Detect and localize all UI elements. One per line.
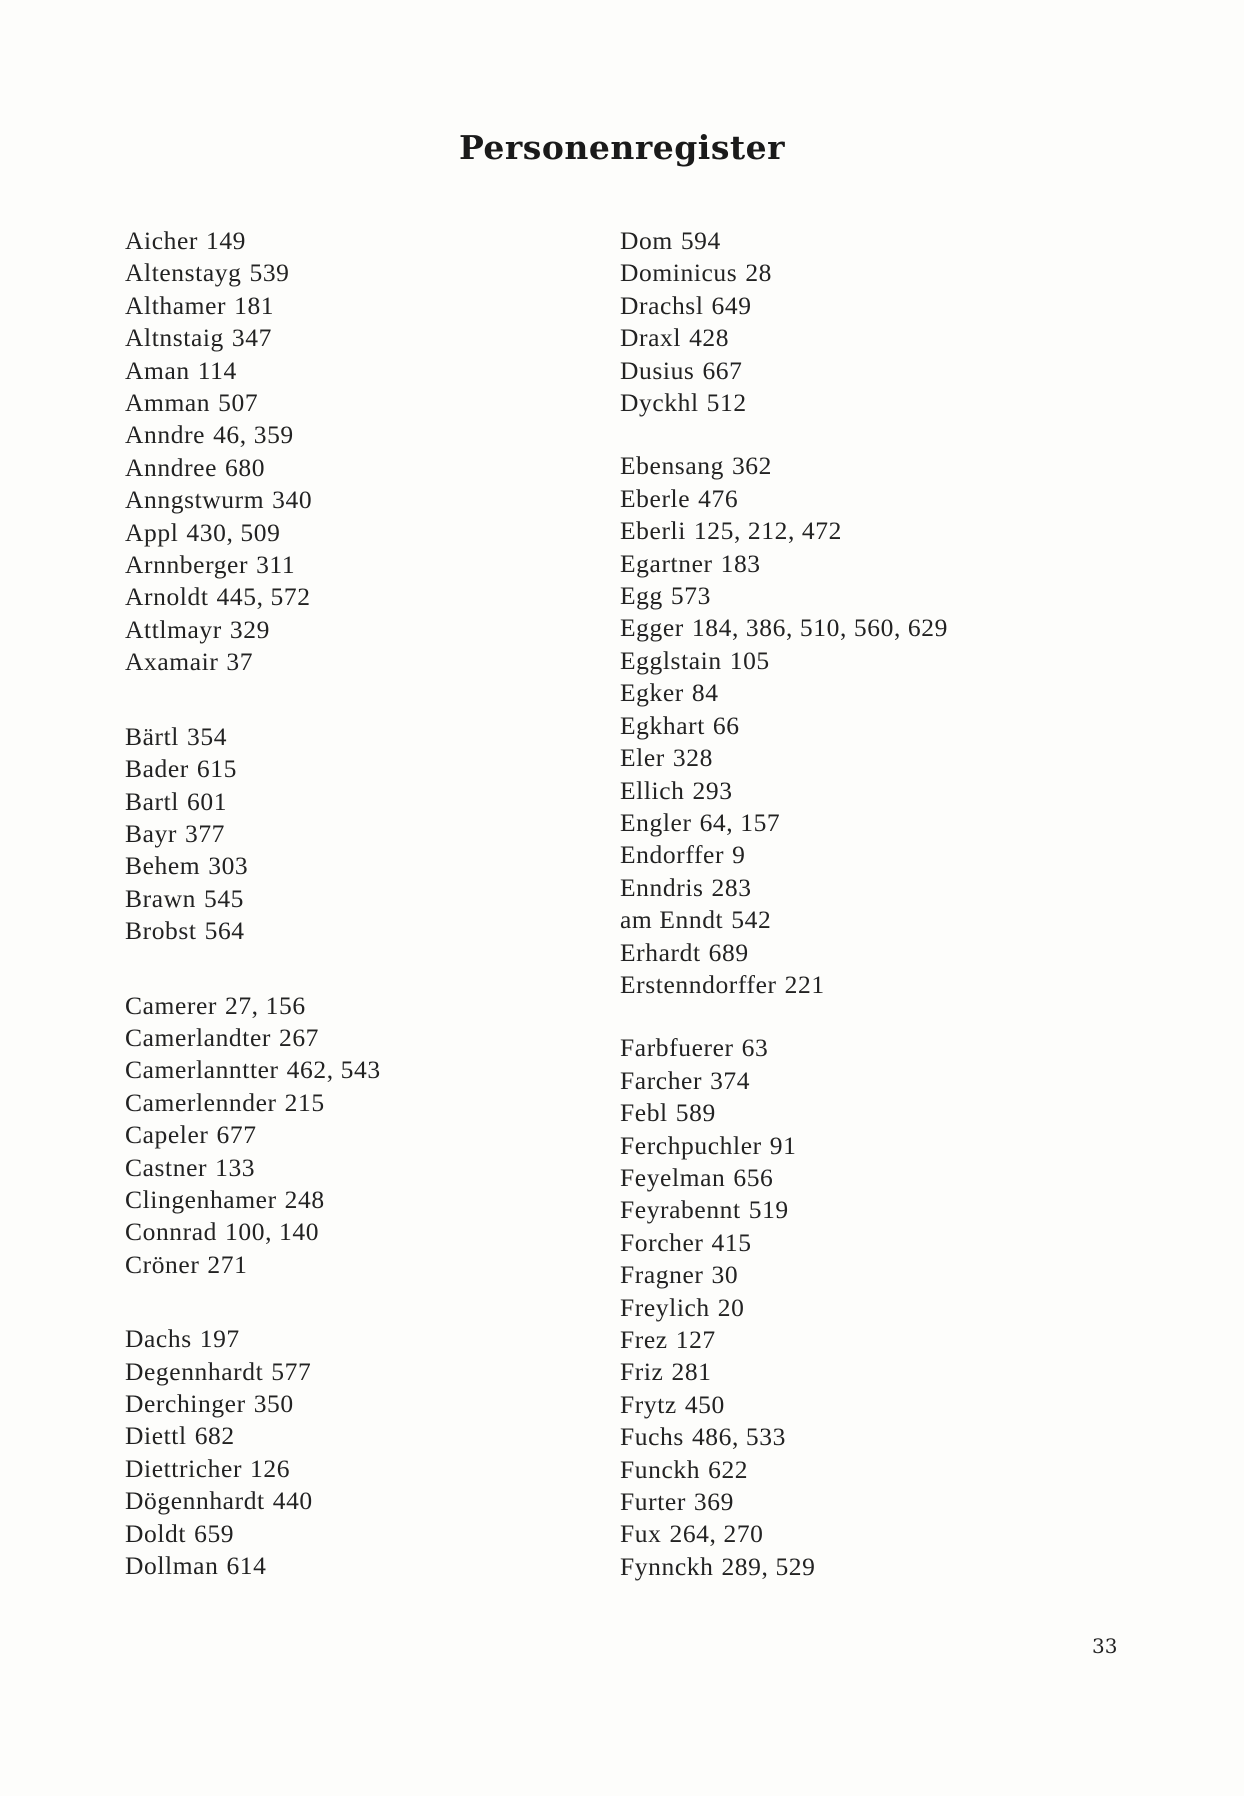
index-entry — [125, 850, 595, 882]
index-entry-pages: 9 — [732, 840, 746, 870]
index-entry-pages: 682 — [194, 1421, 235, 1451]
index-entry-name: Erhardt — [620, 937, 701, 967]
index-entry-pages: 271 — [207, 1249, 248, 1279]
index-entry-name: Diettricher — [125, 1453, 243, 1483]
index-entry-name: Farcher — [620, 1065, 703, 1095]
index-entry — [125, 419, 595, 451]
index-entry-name: Feyelman — [620, 1162, 726, 1192]
index-entry-pages: 519 — [748, 1195, 789, 1225]
index-entry-pages: 545 — [203, 883, 245, 913]
index-entry-pages: 133 — [215, 1152, 256, 1182]
index-entry-name: Degennhardt — [125, 1356, 264, 1386]
index-entry-pages: 91 — [769, 1130, 797, 1160]
index-entry-pages: 589 — [675, 1098, 716, 1128]
index-entry-pages: 677 — [216, 1120, 257, 1150]
index-entry — [620, 1194, 1090, 1226]
index-entry-name: Friz — [620, 1357, 664, 1387]
index-entry-pages: 149 — [205, 226, 247, 255]
index-column-right — [620, 225, 1090, 1614]
index-entry-pages: 347 — [231, 323, 272, 353]
index-entry-pages: 615 — [196, 754, 237, 784]
index-entry-pages: 486, 533 — [691, 1422, 786, 1452]
index-entry — [125, 257, 595, 289]
index-letter-group — [620, 1032, 1090, 1583]
index-entry-pages: 564 — [204, 916, 245, 946]
index-entry — [125, 290, 595, 322]
index-entry — [125, 614, 595, 646]
index-entry-pages: 354 — [187, 721, 228, 751]
index-entry-name: Amman — [125, 388, 211, 418]
index-entry — [620, 937, 1090, 969]
index-entry-name: Camerlennder — [125, 1087, 277, 1117]
index-entry-pages: 221 — [784, 969, 825, 999]
index-entry — [125, 990, 595, 1022]
index-entry — [620, 257, 1090, 289]
index-entry-pages: 594 — [680, 226, 721, 255]
index-entry-name: Egker — [620, 678, 684, 708]
index-entry — [125, 721, 595, 753]
index-entry-name: Camerlandter — [125, 1022, 271, 1052]
index-entry-pages: 374 — [710, 1065, 751, 1095]
index-entry-name: Attlmayr — [125, 614, 222, 644]
index-entry — [620, 1421, 1090, 1453]
index-entry — [125, 883, 595, 915]
index-entry-name: Draxl — [620, 323, 682, 353]
index-entry — [125, 355, 595, 387]
index-entry-pages: 329 — [229, 614, 270, 644]
index-entry-pages: 63 — [741, 1033, 769, 1063]
index-entry-name: Bärtl — [125, 721, 179, 751]
index-entry — [125, 1420, 595, 1452]
index-entry-name: Egartner — [620, 548, 713, 578]
index-entry — [620, 322, 1090, 354]
index-letter-group — [620, 450, 1090, 1001]
index-entry-pages: 649 — [711, 290, 752, 320]
index-entry-pages: 667 — [702, 355, 743, 385]
index-entry-name: Erstenndorffer — [620, 969, 777, 999]
index-entry-name: Egg — [620, 581, 663, 611]
index-entry-pages: 369 — [693, 1487, 734, 1517]
index-entry-pages: 30 — [711, 1260, 739, 1290]
index-entry — [620, 612, 1090, 644]
index-entry — [125, 549, 595, 581]
index-entry-name: Dusius — [620, 355, 695, 385]
index-entry — [620, 1032, 1090, 1064]
index-entry-name: Drachsl — [620, 290, 704, 320]
index-entry — [620, 1162, 1090, 1194]
index-entry-name: Dögennhardt — [125, 1486, 265, 1516]
index-entry — [125, 915, 595, 947]
index-entry — [125, 1184, 595, 1216]
index-entry-name: Bartl — [125, 786, 179, 816]
index-entry-pages: 303 — [208, 851, 249, 881]
index-entry — [620, 710, 1090, 742]
index-entry-name: Appl — [125, 517, 179, 547]
index-entry-pages: 450 — [684, 1389, 725, 1419]
index-entry-name: Capeler — [125, 1120, 209, 1150]
index-entry-name: Anndre — [125, 420, 206, 450]
index-letter-group — [125, 721, 595, 948]
index-entry-name: Dachs — [125, 1324, 192, 1354]
index-entry-name: Connrad — [125, 1217, 218, 1247]
index-entry-name: Furter — [620, 1487, 686, 1517]
index-entry — [125, 1356, 595, 1388]
index-entry-name: Fuchs — [620, 1422, 684, 1452]
index-entry-name: Axamair — [125, 647, 219, 677]
index-entry — [125, 225, 595, 257]
index-entry-pages: 350 — [253, 1389, 294, 1418]
index-entry-pages: 512 — [706, 388, 747, 418]
index-entry — [620, 450, 1090, 482]
index-entry — [125, 581, 595, 613]
index-entry — [125, 818, 595, 850]
index-entry-name: Castner — [125, 1152, 208, 1182]
index-entry-name: Dollman — [125, 1551, 219, 1581]
index-entry — [125, 1152, 595, 1184]
page-number: 33 — [1092, 1634, 1118, 1658]
index-entry-name: Dyckhl — [620, 388, 699, 418]
index-entry — [125, 1453, 595, 1485]
index-entry — [620, 1130, 1090, 1162]
index-entry — [125, 1518, 595, 1550]
index-entry-pages: 46, 359 — [213, 420, 294, 450]
index-entry — [620, 515, 1090, 547]
index-entry — [620, 1486, 1090, 1518]
index-entry-name: Forcher — [620, 1227, 704, 1257]
index-entry — [125, 484, 595, 516]
index-entry-pages: 37 — [226, 647, 254, 677]
index-entry-pages: 362 — [731, 451, 772, 481]
index-entry-name: Clingenhamer — [125, 1184, 277, 1214]
index-entry — [620, 1292, 1090, 1324]
index-entry — [620, 1259, 1090, 1291]
index-entry — [620, 548, 1090, 580]
index-entry — [125, 1388, 595, 1420]
index-entry-pages: 114 — [197, 355, 237, 385]
index-entry — [620, 1518, 1090, 1550]
index-entry-name: Fynnckh — [620, 1551, 714, 1581]
index-entry — [125, 452, 595, 484]
index-entry-pages: 462, 543 — [286, 1055, 381, 1085]
index-letter-group — [125, 1323, 595, 1582]
index-entry — [125, 1485, 595, 1517]
index-entry-pages: 264, 270 — [669, 1519, 764, 1549]
index-entry-pages: 476 — [698, 483, 739, 513]
index-entry-name: Bayr — [125, 818, 177, 848]
index-entry-name: Freylich — [620, 1292, 710, 1322]
index-entry-pages: 622 — [708, 1454, 749, 1484]
index-entry-name: Camerer — [125, 990, 217, 1020]
index-entry-pages: 430, 509 — [186, 517, 281, 547]
index-entry-pages: 680 — [225, 452, 266, 482]
index-entry-pages: 27, 156 — [224, 990, 306, 1020]
index-entry-pages: 267 — [278, 1022, 320, 1052]
index-entry-name: Dom — [620, 226, 673, 255]
index-entry — [620, 355, 1090, 387]
index-entry — [125, 1022, 595, 1054]
index-entry — [620, 677, 1090, 709]
index-entry-name: Eler — [620, 743, 665, 773]
index-entry-name: Anndree — [125, 452, 217, 482]
index-entry — [620, 387, 1090, 419]
index-entry-pages: 125, 212, 472 — [693, 516, 842, 546]
index-entry-pages: 84 — [691, 678, 719, 708]
index-column-left — [125, 225, 595, 1624]
index-entry-name: Eberli — [620, 516, 686, 546]
index-entry-pages: 64, 157 — [699, 807, 781, 837]
index-entry — [620, 775, 1090, 807]
index-entry — [620, 290, 1090, 322]
index-entry — [125, 387, 595, 419]
index-entry-pages: 183 — [720, 548, 761, 578]
index-letter-group — [125, 225, 595, 679]
index-entry-pages: 283 — [711, 872, 752, 902]
index-entry-pages: 197 — [199, 1324, 240, 1354]
index-entry-pages: 428 — [689, 323, 730, 353]
index-entry-pages: 289, 529 — [721, 1551, 816, 1581]
index-entry-name: am Enndt — [620, 905, 724, 935]
index-entry-pages: 614 — [226, 1551, 267, 1581]
index-entry-name: Brobst — [125, 916, 197, 946]
index-entry-pages: 215 — [284, 1087, 325, 1117]
index-entry-name: Ebensang — [620, 451, 724, 481]
index-entry-pages: 20 — [717, 1292, 745, 1322]
index-letter-group — [620, 225, 1090, 419]
index-entry — [620, 969, 1090, 1001]
index-entry — [125, 1119, 595, 1151]
index-entry-pages: 542 — [731, 905, 772, 935]
index-entry-name: Ellich — [620, 775, 685, 805]
index-entry — [125, 517, 595, 549]
index-entry-name: Frez — [620, 1325, 668, 1354]
index-entry-pages: 415 — [711, 1227, 752, 1257]
index-entry-name: Altenstayg — [125, 258, 242, 288]
index-entry-name: Ferchpuchler — [620, 1130, 762, 1160]
index-entry-pages: 66 — [712, 710, 740, 740]
index-entry — [620, 742, 1090, 774]
index-entry-name: Egglstain — [620, 645, 722, 675]
index-entry-name: Cröner — [125, 1249, 200, 1279]
index-entry-name: Egger — [620, 613, 684, 643]
index-entry — [125, 1216, 595, 1248]
index-entry-pages: 377 — [184, 818, 226, 848]
index-entry-pages: 281 — [671, 1357, 712, 1387]
index-entry — [620, 904, 1090, 936]
index-entry — [125, 1550, 595, 1582]
index-entry-name: Fragner — [620, 1260, 704, 1290]
index-entry-name: Behem — [125, 851, 201, 881]
index-entry-name: Enndris — [620, 872, 704, 902]
index-entry — [620, 1389, 1090, 1421]
index-entry — [620, 807, 1090, 839]
index-entry-name: Camerlanntter — [125, 1055, 279, 1085]
index-entry-pages: 656 — [733, 1162, 774, 1192]
index-entry-name: Frytz — [620, 1389, 677, 1419]
index-entry-name: Feyrabennt — [620, 1195, 741, 1225]
index-entry-name: Diettl — [125, 1421, 187, 1451]
index-entry-name: Arnnberger — [125, 550, 249, 580]
index-entry-pages: 445, 572 — [216, 582, 311, 612]
index-entry-name: Fux — [620, 1519, 662, 1549]
index-entry-pages: 126 — [250, 1453, 291, 1483]
index-entry — [125, 322, 595, 354]
index-entry-pages: 577 — [271, 1356, 312, 1386]
index-entry-name: Funckh — [620, 1454, 701, 1484]
index-entry-pages: 105 — [729, 645, 770, 675]
index-entry-name: Anngstwurm — [125, 485, 265, 515]
index-entry — [620, 1454, 1090, 1486]
index-entry-pages: 100, 140 — [225, 1217, 320, 1247]
index-entry — [620, 483, 1090, 515]
index-entry-pages: 539 — [249, 258, 290, 288]
index-entry-pages: 248 — [284, 1184, 325, 1214]
index-entry — [620, 225, 1090, 257]
index-entry-pages: 328 — [672, 743, 713, 773]
index-entry-pages: 184, 386, 510, 560, 629 — [691, 613, 948, 643]
index-entry — [620, 1227, 1090, 1259]
index-entry-name: Althamer — [125, 290, 227, 320]
index-entry-name: Egkhart — [620, 710, 705, 740]
index-entry — [620, 1551, 1090, 1583]
index-entry-name: Brawn — [125, 883, 196, 913]
index-letter-group — [125, 990, 595, 1282]
index-entry-pages: 573 — [670, 581, 711, 611]
index-entry-name: Altnstaig — [125, 323, 224, 353]
index-entry-name: Febl — [620, 1098, 668, 1128]
index-entry — [620, 872, 1090, 904]
index-entry-name: Dominicus — [620, 258, 738, 288]
index-entry — [620, 645, 1090, 677]
index-entry-pages: 181 — [234, 290, 275, 320]
index-entry — [125, 1054, 595, 1086]
index-entry-pages: 601 — [187, 786, 228, 816]
index-entry — [125, 753, 595, 785]
index-entry-pages: 440 — [272, 1486, 313, 1516]
index-entry — [125, 646, 595, 678]
page-title: Personenregister — [458, 128, 786, 167]
index-entry — [620, 1097, 1090, 1129]
index-entry — [125, 1249, 595, 1281]
index-entry-pages: 689 — [708, 937, 749, 967]
index-entry-pages: 507 — [218, 388, 259, 418]
index-entry-name: Derchinger — [125, 1389, 246, 1418]
index-entry-pages: 127 — [675, 1325, 716, 1354]
index-entry-name: Eberle — [620, 483, 691, 513]
index-entry-pages: 293 — [692, 775, 733, 805]
index-entry — [620, 1065, 1090, 1097]
index-entry-name: Endorffer — [620, 840, 725, 870]
index-entry-pages: 311 — [256, 550, 296, 580]
index-entry — [620, 1356, 1090, 1388]
index-entry — [125, 1323, 595, 1355]
index-entry — [125, 1087, 595, 1119]
index-entry-name: Doldt — [125, 1518, 187, 1548]
index-entry — [125, 786, 595, 818]
index-entry-name: Engler — [620, 807, 692, 837]
index-entry-pages: 340 — [272, 485, 313, 515]
index-entry-name: Aman — [125, 355, 190, 385]
index-entry-name: Farbfuerer — [620, 1033, 734, 1063]
index-entry-name: Arnoldt — [125, 582, 209, 612]
index-entry-pages: 28 — [745, 258, 773, 288]
index-entry — [620, 580, 1090, 612]
index-entry-pages: 659 — [194, 1518, 235, 1548]
index-entry-name: Bader — [125, 754, 189, 784]
index-entry — [620, 839, 1090, 871]
index-entry-name: Aicher — [125, 226, 198, 255]
index-entry — [620, 1324, 1090, 1356]
